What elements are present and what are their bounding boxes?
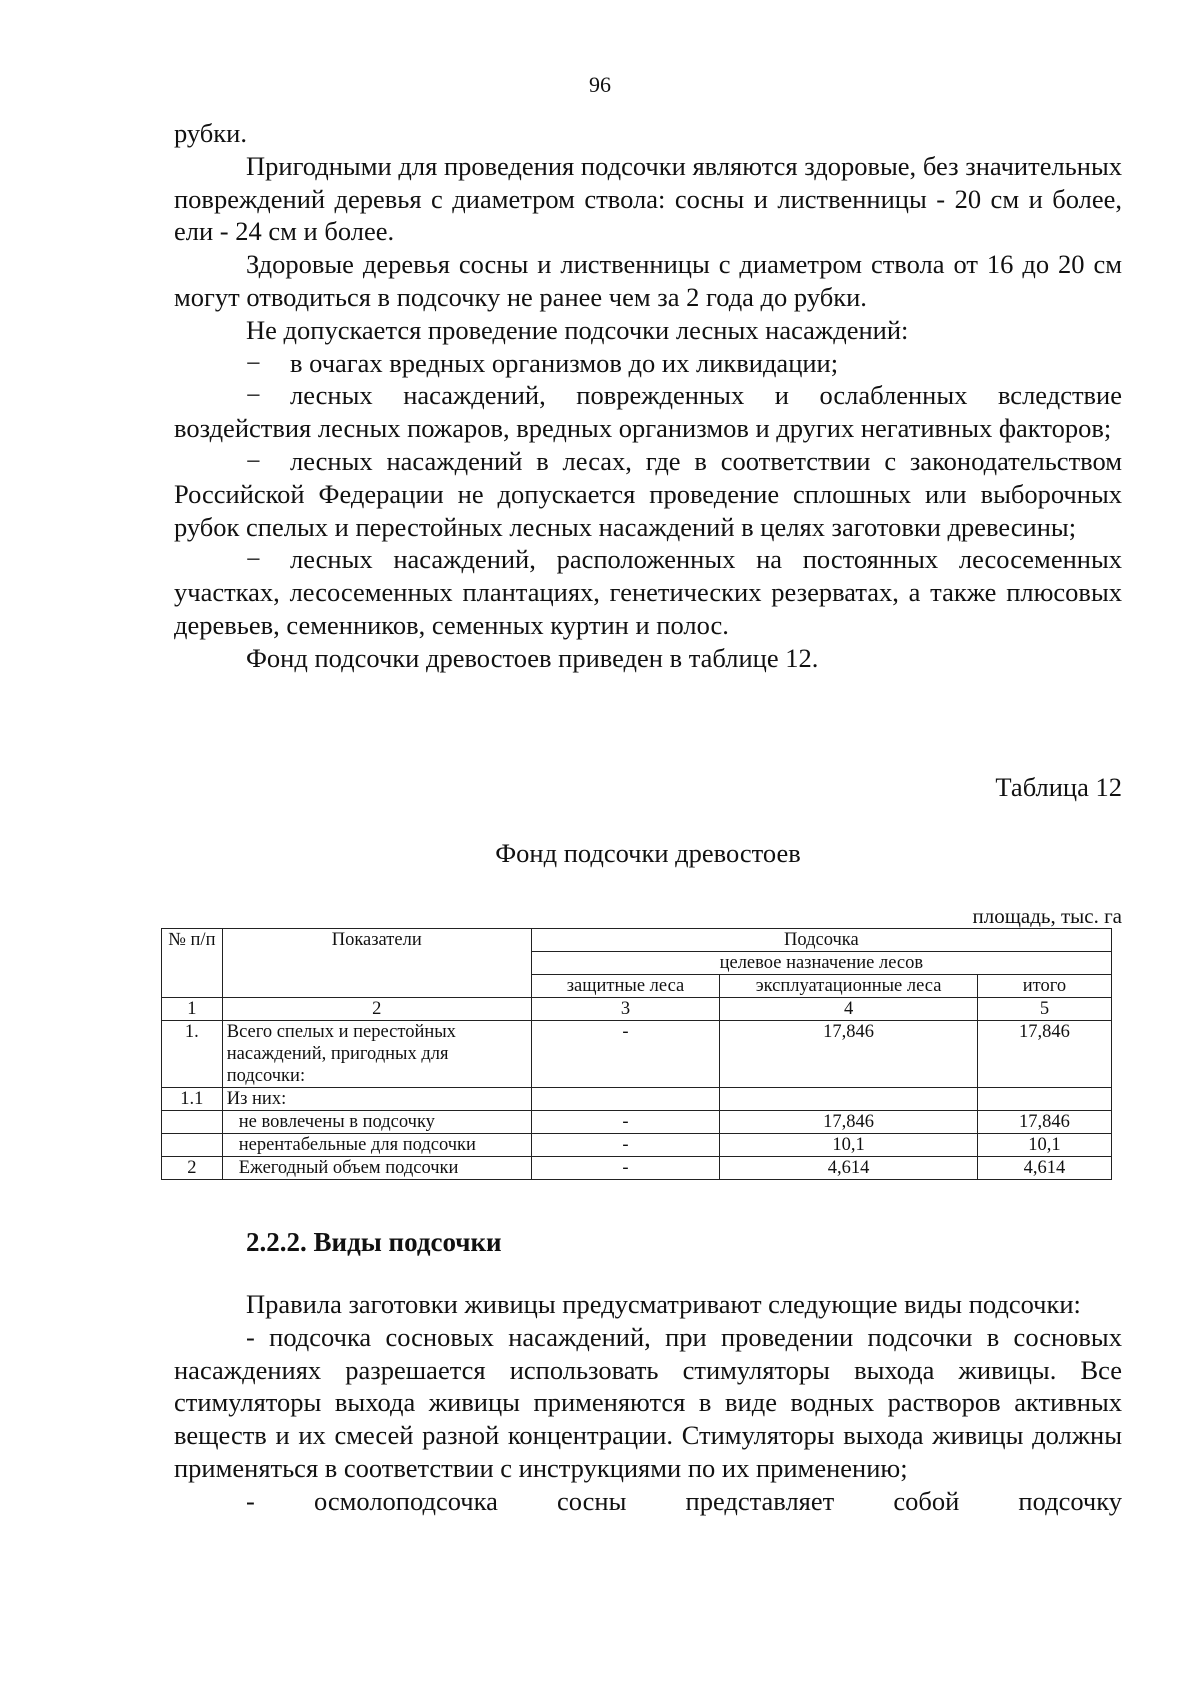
restriction-item: − лесных насаждений, поврежденных и ослабленных вследствие воздействия лесных пожаров, вредных организмов и других негативных факторов; [174,380,1122,444]
dash-marker: − [246,445,261,476]
dash-marker: − [246,347,261,378]
row-total: 10,1 [977,1134,1111,1157]
row-num: 2 [162,1157,223,1180]
column-number: 1 [162,998,223,1021]
header-num: № п/п [162,929,223,998]
row-protective: - [531,1134,720,1157]
paragraph-healthy-trees: Здоровые деревья сосны и лиственницы с диаметром ствола от 16 до 20 см могут отводиться в подсочку не ранее чем за 2 года до рубки. [174,249,1122,312]
row-total [977,1088,1111,1111]
row-protective: - [531,1021,720,1088]
row-name: не вовлечены в подсочку [222,1111,531,1134]
row-num [162,1111,223,1134]
header-indicators: Показатели [222,929,531,998]
row-total: 4,614 [977,1157,1111,1180]
row-name: нерентабельные для подсочки [222,1134,531,1157]
paragraph-resin-tapping: - осмолоподсочка сосны представляет собой подсочку [246,1485,1122,1516]
header-protective: защитные леса [531,975,720,998]
intro-text [174,117,1122,675]
table-row [162,1157,1112,1180]
column-number: 5 [977,998,1111,1021]
header-total: итого [977,975,1111,998]
row-protective: - [531,1157,720,1180]
table-row [162,1134,1112,1157]
paragraph-rules: Правила заготовки живицы предусматривают следующие виды подсочки: [246,1289,1081,1319]
resin-tapping-fund-table [161,928,1112,1180]
header-subgroup: целевое назначение лесов [531,952,1111,975]
paragraph-pine-tapping: - подсочка сосновых насаждений, при проведении подсочки в сосновых насаждениях разрешается использовать стимуляторы выхода живицы. Все стимуляторы выхода живицы применяются в виде водных растворов активных веществ и их смесей разной концентрации. Стимуляторы выхода живицы должны применяться в соответствии с инструкциями по их применению; [174,1321,1122,1483]
restriction-item: − лесных насаждений, расположенных на постоянных лесосеменных участках, лесосеменных плантациях, генетических резерватах, а также плюсовых деревьев, семенников, семенных куртин и полос. [174,544,1122,640]
dash-marker: − [246,544,261,575]
row-exploitation: 10,1 [720,1134,978,1157]
restriction-item: − лесных насаждений в лесах, где в соответствии с законодательством Российской Федерации не допускается проведение сплошных или выборочных рубок спелых и перестойных лесных насаждений в целях заготовки древесины; [174,445,1122,542]
row-protective [531,1088,720,1111]
paragraph-suitable-trees: Пригодными для проведения подсочки являются здоровые, без значительных повреждений деревья с диаметром ствола: сосны и лиственницы - 20 см и более, ели - 24 см и более. [174,150,1122,247]
paragraph-continuation: рубки. [174,118,247,148]
table-title: Фонд подсочки древостоев [495,838,801,868]
header-exploitation: эксплуатационные леса [720,975,978,998]
row-protective: - [531,1111,720,1134]
row-exploitation: 4,614 [720,1157,978,1180]
row-name: Из них: [222,1088,531,1111]
row-exploitation: 17,846 [720,1021,978,1088]
row-exploitation: 17,846 [720,1111,978,1134]
column-number: 4 [720,998,978,1021]
header-group: Подсочка [531,929,1111,952]
column-number: 2 [222,998,531,1021]
paragraph-table-reference: Фонд подсочки древостоев приведен в таблице 12. [246,642,819,673]
table-units: площадь, тыс. га [972,904,1122,928]
row-num [162,1134,223,1157]
row-name: Всего спелых и перестойных насаждений, пригодных для подсочки: [222,1021,531,1088]
table-number-label: Таблица 12 [995,772,1122,802]
paragraph-not-allowed: Не допускается проведение подсочки лесных насаждений: [246,314,909,345]
section-text [174,1288,1122,1518]
row-total: 17,846 [977,1111,1111,1134]
table-header-row [162,929,1112,952]
row-num: 1.1 [162,1088,223,1111]
row-total: 17,846 [977,1021,1111,1088]
row-exploitation [720,1088,978,1111]
restriction-item: − в очагах вредных организмов до их ликвидации; [246,347,839,378]
table-row [162,1111,1112,1134]
page-number: 96 [589,72,611,97]
table-row [162,1021,1112,1088]
row-num: 1. [162,1021,223,1088]
column-number-row [162,998,1112,1021]
dash-marker: − [246,380,261,411]
table-row [162,1088,1112,1111]
section-heading: 2.2.2. Виды подсочки [246,1227,502,1257]
row-name: Ежегодный объем подсочки [222,1157,531,1180]
column-number: 3 [531,998,720,1021]
